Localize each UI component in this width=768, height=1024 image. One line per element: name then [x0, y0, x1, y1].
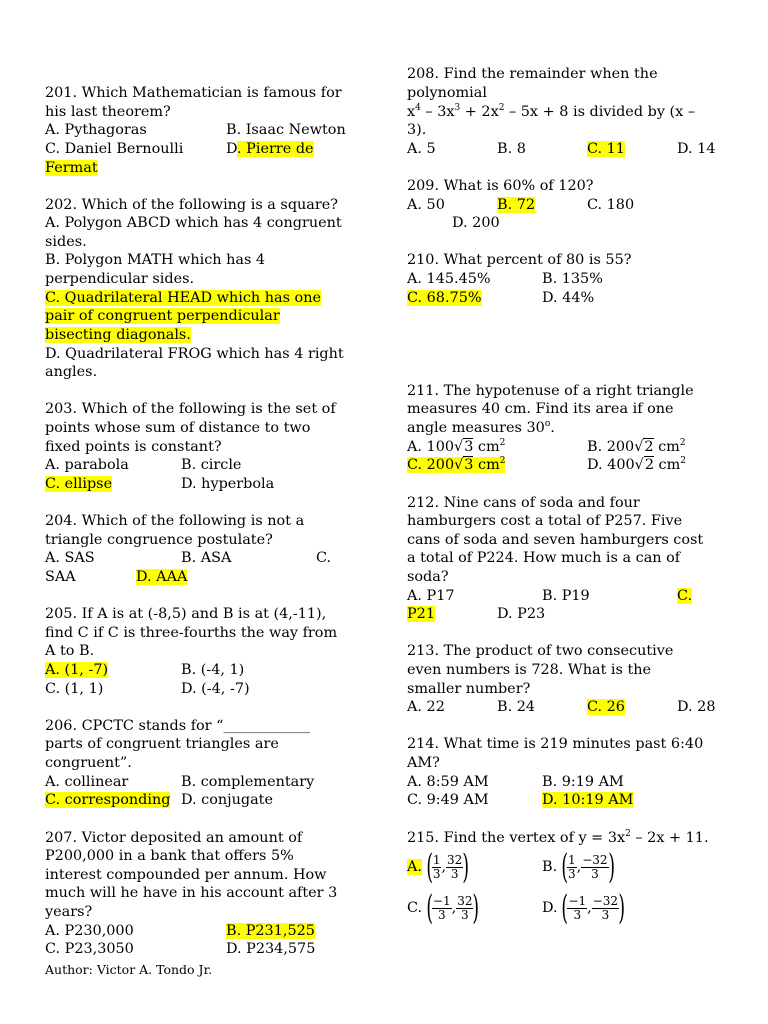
option-prefix: A. 100 [407, 439, 455, 455]
denominator: 3 [461, 907, 469, 922]
poly-term: x [407, 104, 416, 120]
q214-answer-highlight: D. 10:19 AM [542, 792, 634, 808]
unit: cm [473, 457, 500, 473]
q207-answer-highlight: B. P231,525 [226, 923, 315, 939]
q207-text: 207. Victor deposited an amount of [45, 830, 303, 846]
q211-option-b [587, 438, 686, 457]
q207-option-b [226, 922, 315, 941]
q205-answer-highlight: A. (1, -7) [45, 662, 109, 678]
q202-answer-highlight: C. Quadrilateral HEAD which has one [45, 290, 322, 306]
q203-text: 203. Which of the following is the set of [45, 401, 336, 417]
exponent: 4 [415, 103, 421, 113]
q212-text: soda? [407, 569, 449, 585]
unit: cm [653, 439, 680, 455]
q214-text: 214. What time is 219 minutes past 6:40 [407, 736, 704, 752]
q201-option-c: C. Daniel Bernoulli [45, 141, 184, 157]
q207-option-a: A. P230,000 [45, 923, 134, 939]
q208-option-a: A. 5 [407, 141, 436, 157]
q209-answer-highlight: B. 72 [497, 197, 536, 213]
q206-option-b: B. complementary [181, 774, 315, 790]
q215-answer-highlight: A. [407, 859, 422, 875]
q205-option-c: C. (1, 1) [45, 681, 104, 697]
numerator: 32 [447, 852, 463, 867]
degree-symbol: o [544, 419, 551, 429]
q206-text: 206. CPCTC stands for “____________ [45, 718, 310, 734]
q215-text-part: – 2x + 11. [630, 830, 709, 846]
fraction [432, 854, 442, 881]
right-paren: ) [618, 888, 626, 928]
denominator: 3 [601, 907, 610, 922]
q207-option-c: C. P23,3050 [45, 941, 134, 957]
q202-option-a: A. Polygon ABCD which has 4 congruent [45, 215, 342, 231]
radicand: 3 [464, 439, 474, 455]
q207-text: interest compounded per annum. How [45, 867, 327, 883]
q208-text: 208. Find the remainder when the [407, 66, 658, 82]
q213-text: smaller number? [407, 681, 531, 697]
exponent: 3 [454, 103, 461, 113]
comma: , [441, 859, 447, 875]
q210-option-d: D. 44% [542, 290, 595, 306]
q201-answer-highlight: Fermat [45, 160, 98, 176]
q202-text: 202. Which of the following is a square? [45, 197, 338, 213]
exponent: 2 [680, 456, 686, 466]
q201-option-b: B. Isaac Newton [226, 122, 346, 138]
numerator: 32 [457, 893, 473, 908]
denominator: 3 [573, 907, 582, 922]
q201-option-a: A. Pythagoras [45, 122, 147, 138]
q212-answer-highlight: P21 [407, 606, 435, 622]
q212-option-c [677, 587, 692, 606]
q202-answer-highlight: pair of congruent perpendicular [45, 308, 280, 324]
q205-option-b: B. (-4, 1) [181, 662, 245, 678]
q210-option-b: B. 135% [542, 271, 603, 287]
left-paren: ( [561, 847, 568, 887]
q205-text: 205. If A is at (-8,5) and B is at (4,-11), [45, 606, 327, 622]
q212-text: hamburgers cost a total of P257. Five [407, 513, 683, 529]
q213-answer-highlight: C. 26 [587, 699, 625, 715]
poly-term: – 5x + 8 is divided by (x – [504, 104, 696, 120]
sqrt-symbol: √ [454, 457, 464, 473]
q214-option-b: B. 9:19 AM [542, 774, 624, 790]
comma: , [587, 900, 592, 916]
numerator: −1 [568, 893, 587, 908]
q213-option-a: A. 22 [407, 699, 445, 715]
q213-text: even numbers is 728. What is the [407, 662, 652, 678]
q206-answer-highlight: C. corresponding [45, 792, 171, 808]
q210-option-a: A. 145.45% [407, 271, 491, 287]
q209-option-a: A. 50 [407, 197, 445, 213]
denominator: 3 [591, 866, 599, 881]
q202-option-d: D. Quadrilateral FROG which has 4 right [45, 346, 344, 362]
q204-option-d [136, 568, 187, 587]
fraction [567, 895, 587, 922]
q206-option-a: A. collinear [45, 774, 129, 790]
option-letter: D [226, 141, 238, 157]
q212-option-d: D. P23 [497, 606, 546, 622]
left-paren: ( [425, 888, 433, 928]
q202-option-b: perpendicular sides. [45, 271, 195, 287]
q205-text: A to B. [45, 643, 95, 659]
q203-option-a: A. parabola [45, 457, 129, 473]
q208-text: 3). [407, 122, 427, 138]
option-prefix: B. 200 [587, 439, 635, 455]
q214-option-c: C. 9:49 AM [407, 792, 489, 808]
q204-text: 204. Which of the following is not a [45, 513, 305, 529]
q210-answer-highlight: C. 68.75% [407, 290, 482, 306]
right-paren: ) [607, 847, 615, 887]
q209-option-b [497, 196, 535, 215]
left-paren: ( [561, 888, 569, 928]
q202-option-c [45, 326, 191, 345]
denominator: 3 [568, 866, 576, 881]
q210-option-c [407, 289, 482, 308]
numerator: −1 [432, 893, 451, 908]
option-letter: D. [542, 900, 558, 916]
q215-option-d [542, 890, 624, 926]
q215-option-c [407, 890, 479, 926]
q204-option-a: A. SAS [45, 550, 95, 566]
option-prefix: D. 400 [587, 457, 635, 473]
poly-term: + 2x [460, 104, 499, 120]
fraction [567, 854, 577, 881]
q203-text: fixed points is constant? [45, 439, 222, 455]
q201-option-d [226, 140, 314, 159]
right-paren: ) [472, 888, 480, 928]
q211-text: measures 40 cm. Find its area if one [407, 401, 674, 417]
q207-text: years? [45, 904, 93, 920]
q208-answer-highlight: C. 11 [587, 141, 625, 157]
unit: cm [473, 439, 500, 455]
q203-option-d: D. hyperbola [181, 476, 275, 492]
denominator: 3 [432, 866, 441, 881]
q204-option-b: B. ASA [181, 550, 232, 566]
exponent: 2 [499, 438, 506, 448]
q212-answer-highlight: C. [677, 588, 693, 604]
q206-text: congruent”. [45, 755, 132, 771]
sqrt-symbol: √ [454, 439, 464, 455]
radicand: 2 [644, 439, 654, 455]
q202-answer-highlight: bisecting diagonals. [45, 327, 191, 343]
q204-option-c: C. [316, 550, 332, 566]
q211-option-c [407, 456, 505, 475]
radicand: 3 [464, 457, 474, 473]
q206-option-d: D. conjugate [181, 792, 273, 808]
q214-option-a: A. 8:59 AM [407, 774, 489, 790]
q210-text: 210. What percent of 80 is 55? [407, 252, 632, 268]
poly-term: – 3x [420, 104, 455, 120]
q205-option-a [45, 661, 108, 680]
right-paren: ) [462, 847, 470, 887]
q208-option-b: B. 8 [497, 141, 526, 157]
q202-option-c [45, 307, 280, 326]
q212-text: cans of soda and seven hamburgers cost [407, 532, 704, 548]
q209-option-d: D. 200 [452, 215, 500, 231]
q211-text: 211. The hypotenuse of a right triangle [407, 383, 694, 399]
option-letter: B. [542, 859, 558, 875]
q208-option-c [587, 140, 625, 159]
q208-option-d: D. 14 [677, 141, 716, 157]
q215-text [407, 829, 709, 848]
q207-text: P200,000 in a bank that offers 5% [45, 848, 294, 864]
q208-polynomial [407, 103, 695, 122]
exponent: 2 [679, 438, 686, 448]
option-letter: C. [407, 900, 423, 916]
q203-option-b: B. circle [181, 457, 242, 473]
fraction [456, 895, 473, 922]
q211-text-part: angle measures 30 [407, 420, 545, 436]
q201-answer-highlight: . Pierre de [237, 141, 314, 157]
q201-text: 201. Which Mathematician is famous for [45, 85, 342, 101]
comma: , [576, 859, 582, 875]
exponent: 2 [499, 456, 506, 466]
q213-option-c [587, 698, 625, 717]
q202-option-d: angles. [45, 364, 98, 380]
q214-option-d [542, 791, 633, 810]
exponent: 2 [498, 103, 505, 113]
fraction [432, 895, 452, 922]
q212-option-a: A. P17 [407, 588, 455, 604]
q212-text: 212. Nine cans of soda and four [407, 495, 640, 511]
fraction [592, 895, 619, 922]
numerator: 1 [568, 852, 576, 867]
q206-text: parts of congruent triangles are [45, 736, 279, 752]
q207-option-d: D. P234,575 [226, 941, 316, 957]
q203-answer-highlight: C. ellipse [45, 476, 113, 492]
q203-text: points whose sum of distance to two [45, 420, 311, 436]
q203-option-c [45, 475, 112, 494]
denominator: 3 [450, 866, 459, 881]
q213-text: 213. The product of two consecutive [407, 643, 674, 659]
q205-text: find C if C is three-fourths the way from [45, 625, 338, 641]
q211-answer-highlight [407, 457, 505, 473]
q215-option-a [407, 849, 469, 885]
comma: , [451, 900, 457, 916]
q204-answer-highlight: D. AAA [136, 569, 188, 585]
q213-option-d: D. 28 [677, 699, 716, 715]
q212-text: a total of P224. How much is a can of [407, 550, 681, 566]
q201-text: his last theorem? [45, 104, 171, 120]
q212-option-c-cont [407, 605, 435, 624]
numerator: 1 [432, 852, 441, 867]
q215-option-b [542, 849, 614, 885]
q211-text [407, 419, 555, 438]
q204-text: triangle congruence postulate? [45, 532, 273, 548]
q209-text: 209. What is 60% of 120? [407, 178, 594, 194]
denominator: 3 [437, 907, 446, 922]
q213-option-b: B. 24 [497, 699, 536, 715]
author-credit: Author: Victor A. Tondo Jr. [45, 962, 213, 977]
q211-text-part: . [550, 420, 555, 436]
numerator: −32 [582, 852, 608, 867]
q201-option-d-cont [45, 159, 98, 178]
q204-option-c-cont: SAA [45, 569, 76, 585]
unit: cm [653, 457, 681, 473]
q215-text-part: 215. Find the vertex of y = 3x [407, 830, 626, 846]
q205-option-d: D. (-4, -7) [181, 681, 250, 697]
numerator: −32 [592, 893, 619, 908]
q211-option-a [407, 438, 505, 457]
q206-option-c [45, 791, 170, 810]
q211-option-d [587, 456, 686, 475]
q212-option-b: B. P19 [542, 588, 590, 604]
fraction [581, 854, 608, 881]
q208-text: polynomial [407, 85, 487, 101]
exponent: 2 [625, 829, 631, 839]
left-paren: ( [425, 847, 433, 887]
q202-option-b: B. Polygon MATH which has 4 [45, 252, 266, 268]
q209-option-c: C. 180 [587, 197, 635, 213]
q207-text: much will he have in his account after 3 [45, 885, 338, 901]
q202-option-c [45, 289, 321, 308]
q202-option-a: sides. [45, 234, 87, 250]
option-prefix: C. 200 [407, 457, 455, 473]
sqrt-symbol: √ [634, 439, 644, 455]
radicand: 2 [644, 457, 654, 473]
fraction [446, 854, 463, 881]
sqrt-symbol: √ [634, 457, 644, 473]
q214-text: AM? [407, 755, 440, 771]
